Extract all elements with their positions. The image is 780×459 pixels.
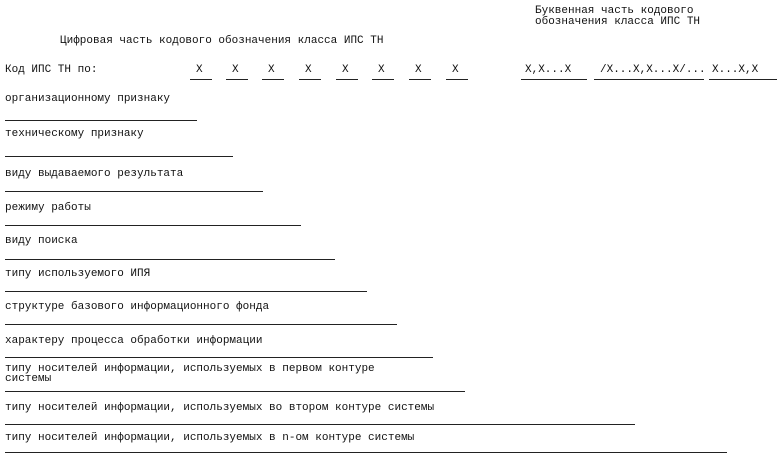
- row-label-operating-mode: режиму работы: [5, 202, 91, 214]
- digit-part-header: Цифровая часть кодового обозначения класса ИПС ТН: [60, 35, 384, 47]
- letter-mark-1: X,X...X: [525, 64, 572, 76]
- row-label-carrier-first-circuit: типу носителей информации, используемых в первом контуре системы: [5, 363, 375, 385]
- digit-underline-8: [446, 79, 468, 80]
- digit-mark-8: X: [452, 64, 459, 76]
- row-line-ipl-type: [5, 291, 367, 292]
- letter-underline-2: [594, 79, 704, 80]
- digit-underline-4: [299, 79, 321, 80]
- digit-mark-6: X: [378, 64, 385, 76]
- row-line-carrier-nth-circuit: [5, 452, 727, 453]
- row-label-carrier-second-circuit: типу носителей информации, используемых во втором контуре системы: [5, 402, 435, 414]
- row-line-technical: [5, 156, 233, 157]
- row-label-carrier-nth-circuit: типу носителей информации, используемых в n-ом контуре системы: [5, 432, 415, 444]
- row-label-base-fund-structure: структуре базового информационного фонда: [5, 301, 270, 313]
- digit-mark-2: X: [232, 64, 239, 76]
- row-line-result-type: [5, 191, 263, 192]
- digit-underline-7: [409, 79, 431, 80]
- row-line-operating-mode: [5, 225, 301, 226]
- digit-underline-2: [226, 79, 248, 80]
- row-label-organizational: организационному признаку: [5, 93, 171, 105]
- row-line-organizational: [5, 120, 197, 121]
- digit-mark-1: X: [196, 64, 203, 76]
- digit-underline-5: [336, 79, 358, 80]
- digit-underline-1: [190, 79, 212, 80]
- digit-mark-4: X: [305, 64, 312, 76]
- digit-underline-3: [262, 79, 284, 80]
- letter-underline-3: [709, 79, 777, 80]
- digit-mark-3: X: [268, 64, 275, 76]
- row-label-search-type: виду поиска: [5, 235, 78, 247]
- digit-underline-6: [372, 79, 394, 80]
- row-line-search-type: [5, 259, 335, 260]
- row-line-carrier-first-circuit: [5, 391, 465, 392]
- letter-part-header-line-1: Буквенная часть кодового: [535, 5, 694, 17]
- row-label-processing-character: характеру процесса обработки информации: [5, 335, 263, 347]
- row-line-carrier-second-circuit: [5, 424, 635, 425]
- letter-underline-1: [521, 79, 587, 80]
- row-label-result-type: виду выдаваемого результата: [5, 168, 184, 180]
- digit-mark-5: X: [342, 64, 349, 76]
- letter-mark-3: X...X,X: [712, 64, 759, 76]
- letter-part-header-line-2: обозначения класса ИПС ТН: [535, 16, 701, 28]
- row-label-ipl-type: типу используемого ИПЯ: [5, 268, 151, 280]
- digit-mark-7: X: [415, 64, 422, 76]
- row-label-technical: техническому признаку: [5, 128, 144, 140]
- letter-mark-2: /X...X,X...X/...: [600, 64, 706, 76]
- code-label: Код ИПС ТН по:: [5, 64, 98, 76]
- row-line-base-fund-structure: [5, 324, 397, 325]
- row-line-processing-character: [5, 357, 433, 358]
